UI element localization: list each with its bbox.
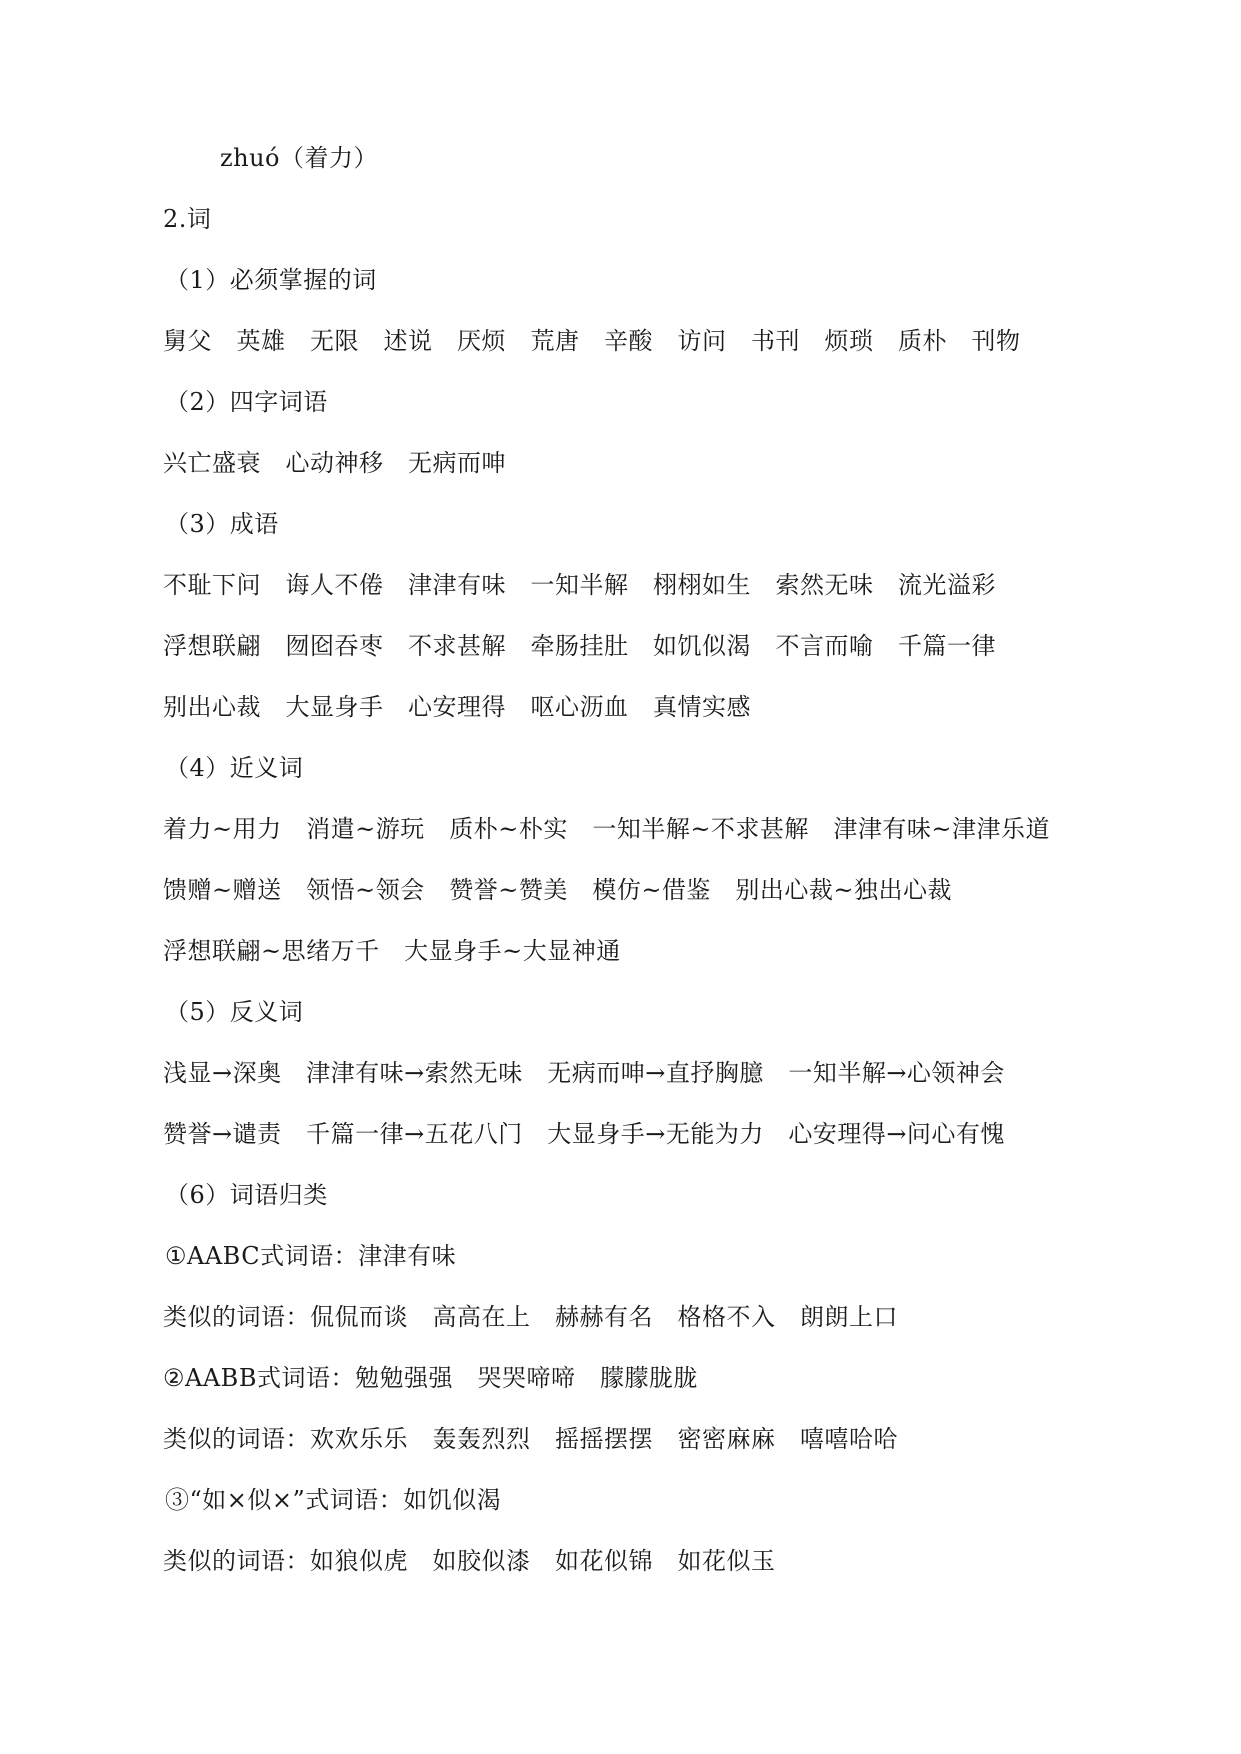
idiom-list-row-2: 浮想联翩 囫囵吞枣 不求甚解 牵肠挂肚 如饥似渴 不言而喻 千篇一律 — [163, 632, 996, 660]
aabb-pattern-line: ②AABB式词语：勉勉强强 哭哭啼啼 朦朦胧胧 — [163, 1364, 698, 1392]
subheading-antonyms: （5）反义词 — [165, 998, 304, 1026]
aabc-pattern-line: ①AABC式词语：津津有味 — [165, 1242, 457, 1270]
idiom-list-row-3: 别出心裁 大显身手 心安理得 呕心沥血 真情实感 — [163, 693, 751, 721]
aabb-similar-words: 类似的词语：欢欢乐乐 轰轰烈烈 摇摇摆摆 密密麻麻 嘻嘻哈哈 — [163, 1425, 898, 1453]
synonym-list-row-2: 馈赠~赠送 领悟~领会 赞誉~赞美 模仿~借鉴 别出心裁~独出心裁 — [163, 876, 953, 904]
word-list-must-master: 舅父 英雄 无限 述说 厌烦 荒唐 辛酸 访问 书刊 烦琐 质朴 刊物 — [163, 327, 1021, 355]
pinyin-line: zhuó（着力） — [220, 144, 379, 172]
idiom-list-row-1: 不耻下问 诲人不倦 津津有味 一知半解 栩栩如生 索然无味 流光溢彩 — [163, 571, 996, 599]
subheading-synonyms: （4）近义词 — [165, 754, 304, 782]
subheading-word-classification: （6）词语归类 — [165, 1181, 328, 1209]
antonym-list-row-2: 赞誉→谴责 千篇一律→五花八门 大显身手→无能为力 心安理得→问心有愧 — [163, 1120, 1005, 1148]
synonym-list-row-1: 着力~用力 消遣~游玩 质朴~朴实 一知半解~不求甚解 津津有味~津津乐道 — [163, 815, 1051, 843]
subheading-idioms: （3）成语 — [165, 510, 279, 538]
subheading-four-char: （2）四字词语 — [165, 388, 328, 416]
ru-si-similar-words: 类似的词语：如狼似虎 如胶似漆 如花似锦 如花似玉 — [163, 1547, 776, 1575]
antonym-list-row-1: 浅显→深奥 津津有味→索然无味 无病而呻→直抒胸臆 一知半解→心领神会 — [163, 1059, 1005, 1087]
ru-si-pattern-line: ③“如×似×”式词语：如饥似渴 — [165, 1486, 502, 1514]
subheading-must-master: （1）必须掌握的词 — [165, 266, 377, 294]
synonym-list-row-3: 浮想联翩~思绪万千 大显身手~大显神通 — [163, 937, 621, 965]
word-list-four-char: 兴亡盛衰 心动神移 无病而呻 — [163, 449, 506, 477]
aabc-similar-words: 类似的词语：侃侃而谈 高高在上 赫赫有名 格格不入 朗朗上口 — [163, 1303, 898, 1331]
section-heading-words: 2.词 — [163, 205, 212, 233]
